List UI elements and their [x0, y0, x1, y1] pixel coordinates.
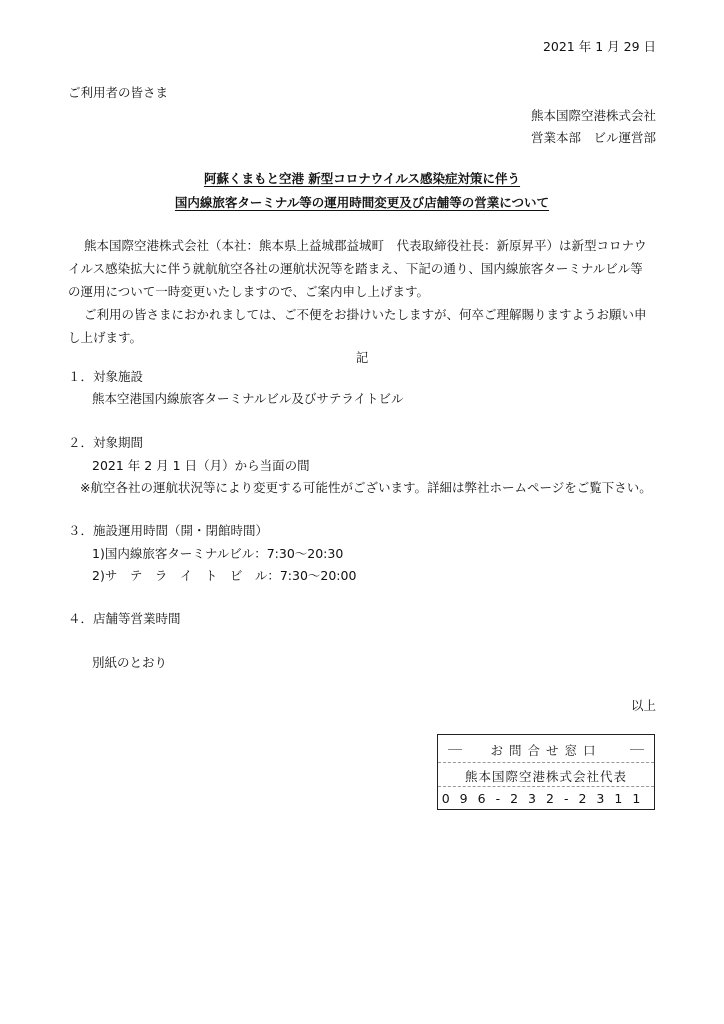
section4-text: 別紙のとおり	[92, 655, 168, 670]
body-paragraph1-line2: イルス感染拡大に伴う就航航空各社の運航状況等を踏まえ、下記の通り、国内線旅客ターミナルビル等	[68, 261, 643, 276]
section2-note: ※航空各社の運航状況等により変更する可能性がございます。詳細は弊社ホームページをご覧下さい。	[80, 480, 652, 495]
section2-text: 2021 年 2 月 1 日（月）から当面の間	[92, 458, 310, 473]
sender-company: 熊本国際空港株式会社	[530, 108, 656, 123]
sender-department: 営業本部 ビル運営部	[530, 130, 656, 145]
section2-heading: ２．対象期間	[68, 435, 144, 450]
section3-item1: 1)国内線旅客ターミナルビル：7:30～20:30	[92, 546, 344, 561]
ki-heading: 記	[355, 350, 369, 365]
body-paragraph1-line3: の運用について一時変更いたしますので、ご案内申し上げます。	[68, 284, 430, 299]
section3-item2: 2)サ テ ラ イ ト ビ ル：7:30～20:00	[92, 568, 357, 583]
document-title-line2: 国内線旅客ターミナル等の運用時間変更及び店舗等の営業について	[174, 195, 550, 210]
section4-heading: ４．店舗等営業時間	[68, 611, 181, 626]
section1-text: 熊本空港国内線旅客ターミナルビル及びサテライトビル	[92, 391, 404, 406]
section1-heading: １．対象施設	[68, 369, 144, 384]
addressee: ご利用者の皆さま	[68, 85, 169, 100]
document-date: 2021 年 1 月 29 日	[542, 39, 656, 54]
contact-divider	[438, 786, 654, 787]
contact-box	[437, 734, 655, 810]
contact-heading: お問合せ窓口	[490, 743, 602, 758]
body-paragraph2-line2: し上げます。	[68, 330, 143, 345]
closing-text: 以上	[630, 698, 656, 713]
section3-heading: ３．施設運用時間（開・閉館時間）	[68, 523, 269, 538]
contact-heading-right-rule	[630, 749, 644, 750]
body-paragraph1-line1: 熊本国際空港株式会社（本社：熊本県上益城郡益城町 代表取締役社長：新原昇平）は新型コロナウ	[84, 238, 647, 253]
body-paragraph2-line1: ご利用の皆さまにおかれましては、ご不便をお掛けいたしますが、何卒ご理解賜りますようお願い申	[84, 307, 647, 322]
document-title-line1: 阿蘇くまもと空港 新型コロナウイルス感染症対策に伴う	[203, 171, 521, 186]
contact-phone-number: 096-232-2311	[441, 791, 651, 806]
contact-company-name: 熊本国際空港株式会社代表	[464, 769, 627, 784]
contact-divider	[438, 762, 654, 763]
